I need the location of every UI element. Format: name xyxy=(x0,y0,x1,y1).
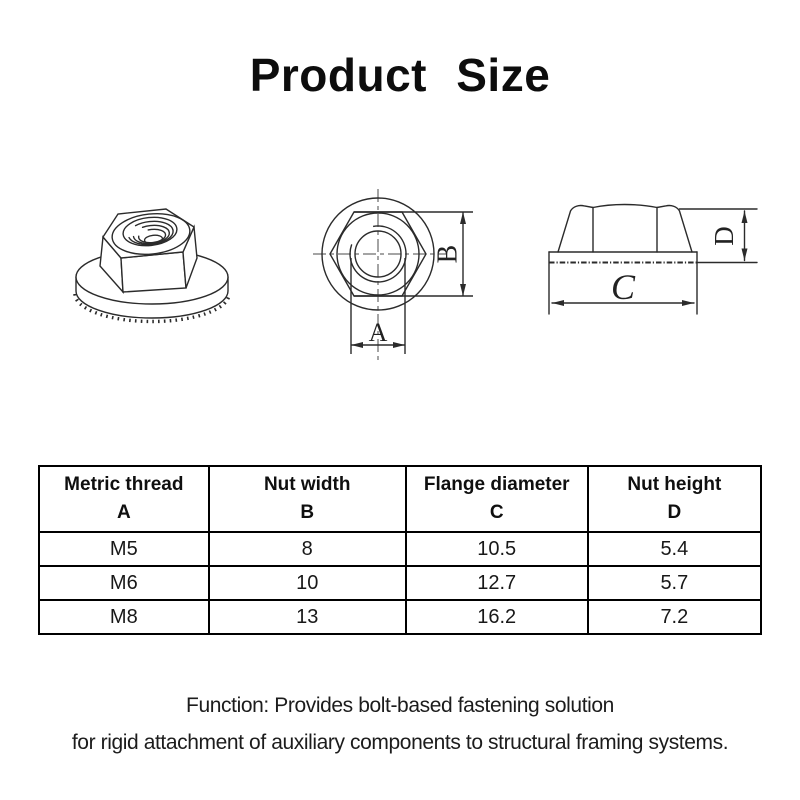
cell-flange-diameter: 16.2 xyxy=(406,600,588,634)
cell-thread: M6 xyxy=(39,566,209,600)
flange-nut-top-view-drawing xyxy=(313,189,473,364)
cell-flange-diameter: 12.7 xyxy=(406,566,588,600)
col-header-nut-width xyxy=(209,466,406,532)
size-spec-table xyxy=(38,465,762,635)
col-letter: C xyxy=(489,502,504,523)
col-label: Nut width xyxy=(263,474,351,496)
flange-nut-iso-drawing xyxy=(75,209,229,321)
table-row-m8 xyxy=(39,600,761,634)
dim-label-b: B xyxy=(432,244,464,264)
dim-label-a: A xyxy=(368,318,388,347)
function-line-1: Function: Provides bolt-based fastening solution xyxy=(186,694,614,717)
cell-nut-height: 5.4 xyxy=(588,532,761,566)
cell-nut-width: 13 xyxy=(209,600,406,634)
col-header-nut-height xyxy=(588,466,761,532)
dim-label-d: D xyxy=(709,226,740,246)
function-line-2: for rigid attachment of auxiliary components to structural framing systems. xyxy=(71,731,729,754)
cell-nut-height: 7.2 xyxy=(588,600,761,634)
cell-nut-height: 5.7 xyxy=(588,566,761,600)
table-row-m5 xyxy=(39,532,761,566)
table-header-row xyxy=(39,466,761,532)
col-header-metric-thread xyxy=(39,466,209,532)
cell-flange-diameter: 10.5 xyxy=(406,532,588,566)
col-header-flange-diameter xyxy=(406,466,588,532)
col-label: Nut height xyxy=(627,474,722,496)
cell-nut-width: 10 xyxy=(209,566,406,600)
col-label: Flange diameter xyxy=(423,474,570,496)
page-title: Product Size xyxy=(249,49,551,101)
cell-thread: M8 xyxy=(39,600,209,634)
col-letter: B xyxy=(300,502,315,523)
dim-label-c: C xyxy=(610,267,636,307)
col-label: Metric thread xyxy=(64,474,184,496)
col-letter: A xyxy=(116,502,131,523)
cell-nut-width: 8 xyxy=(209,532,406,566)
function-description xyxy=(0,694,800,768)
col-letter: D xyxy=(667,502,682,523)
table-row-m6 xyxy=(39,566,761,600)
cell-thread: M5 xyxy=(39,532,209,566)
flange-nut-side-view-drawing xyxy=(549,205,757,315)
